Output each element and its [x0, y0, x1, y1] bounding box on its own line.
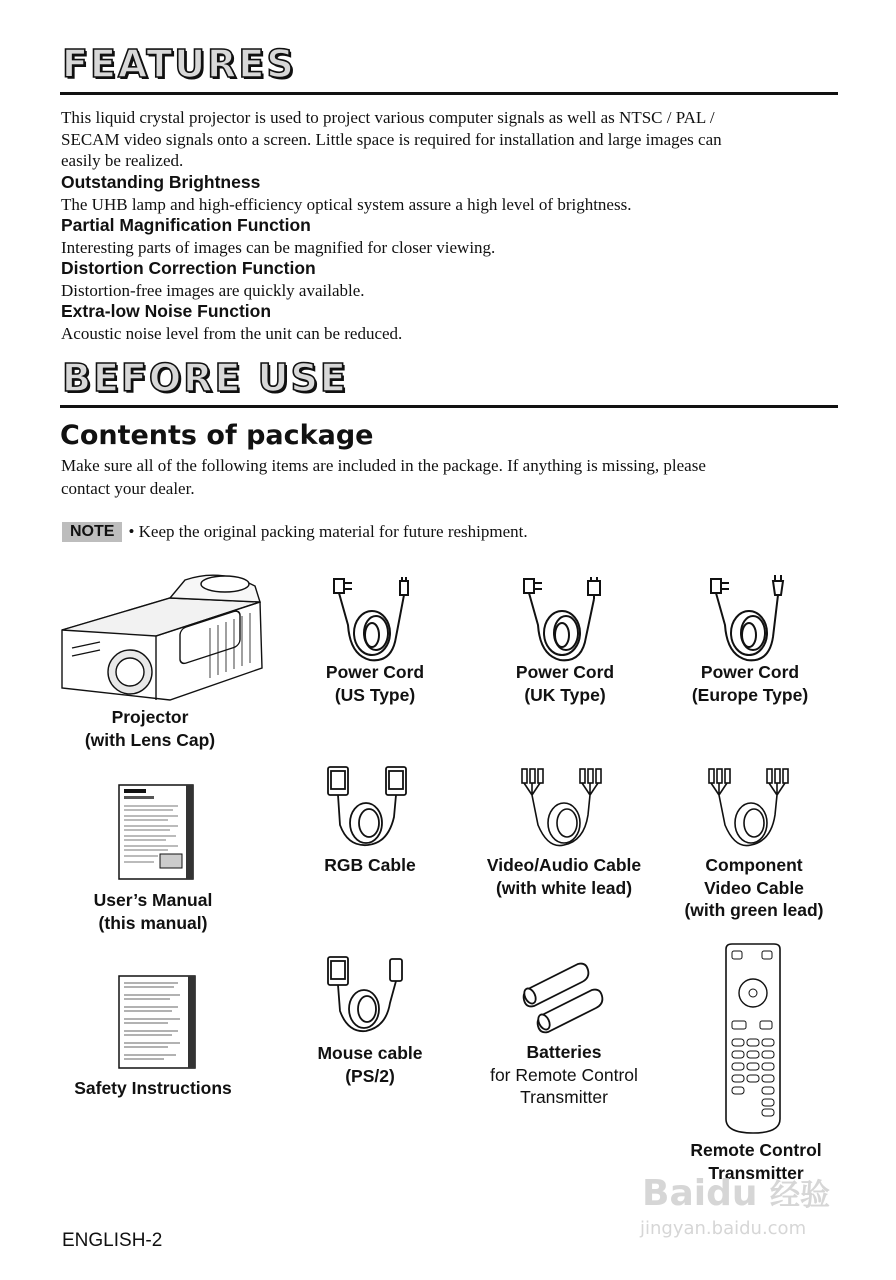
caption-mouse-cable — [290, 1042, 450, 1087]
caption-line: (PS/2) — [345, 1065, 395, 1086]
caption-line: Power Cord — [700, 662, 800, 682]
power-cord-us-icon — [330, 575, 415, 665]
caption-line: Batteries — [526, 1042, 602, 1062]
before-use-heading: BEFORE USE — [62, 356, 348, 400]
caption-line: for Remote Control — [490, 1064, 638, 1085]
caption-line: (with Lens Cap) — [84, 729, 216, 750]
mouse-cable-icon — [320, 955, 410, 1035]
caption-video-audio-cable — [468, 854, 660, 899]
intro-line: contact your dealer. — [61, 479, 195, 498]
caption-projector — [50, 706, 250, 751]
features-list — [61, 172, 631, 344]
power-cord-uk-icon — [520, 575, 605, 665]
caption-line: (US Type) — [334, 684, 416, 705]
feature-text: Interesting parts of images can be magnified for closer viewing. — [61, 237, 496, 257]
caption-line: Component — [705, 855, 803, 875]
caption-line: (with green lead) — [684, 900, 824, 920]
feature-title: Extra-low Noise Function — [61, 301, 272, 321]
remote-icon — [722, 943, 784, 1135]
component-cable-icon — [707, 765, 792, 850]
caption-batteries — [470, 1041, 658, 1109]
caption-power-cord-eu — [665, 661, 835, 706]
booklet-icon — [118, 975, 196, 1069]
caption-users-manual — [60, 889, 246, 934]
caption-line: (Europe Type) — [691, 684, 809, 705]
note — [62, 521, 528, 543]
features-heading: FEATURES — [62, 42, 296, 86]
caption-line: Video Cable — [704, 877, 804, 898]
caption-line: Power Cord — [325, 662, 425, 682]
watermark-brand2: du — [706, 1173, 758, 1214]
caption-line: (with white lead) — [495, 877, 633, 898]
watermark-url: jingyan.baidu.com — [640, 1218, 807, 1239]
caption-power-cord-us — [290, 661, 460, 706]
feature-title: Partial Magnification Function — [61, 215, 311, 235]
page-number: ENGLISH-2 — [62, 1230, 163, 1251]
feature-title: Outstanding Brightness — [61, 172, 261, 192]
contents-subheading: Contents of package — [60, 420, 374, 451]
batteries-icon — [522, 958, 604, 1036]
note-badge: NOTE — [62, 522, 122, 542]
caption-line: Transmitter — [520, 1087, 608, 1107]
watermark-brand: Bai — [642, 1173, 707, 1214]
caption-line: Transmitter — [708, 1162, 804, 1183]
watermark-logo — [642, 1170, 830, 1214]
caption-component-cable — [668, 854, 840, 922]
features-intro — [61, 107, 722, 172]
caption-line: Safety Instructions — [74, 1078, 232, 1098]
intro-line: SECAM video signals onto a screen. Little space is required for installation and large images can — [61, 129, 722, 149]
caption-rgb-cable — [290, 854, 450, 877]
feature-title: Distortion Correction Function — [61, 258, 316, 278]
note-text: • Keep the original packing material for future reshipment. — [128, 522, 528, 541]
feature-text: The UHB lamp and high-efficiency optical system assure a high level of brightness. — [61, 194, 632, 214]
intro-line: easily be realized. — [61, 151, 184, 170]
intro-line: Make sure all of the following items are included in the package. If anything is missing, please — [61, 456, 706, 475]
rgb-cable-icon — [318, 765, 418, 850]
contents-intro — [61, 454, 706, 500]
feature-text: Acoustic noise level from the unit can be reduced. — [61, 323, 403, 343]
projector-icon — [60, 568, 265, 703]
feature-text: Distortion-free images are quickly available. — [61, 280, 365, 300]
caption-safety-instructions — [52, 1077, 254, 1100]
caption-line: (this manual) — [98, 912, 208, 933]
caption-line: Power Cord — [515, 662, 615, 682]
caption-line: RGB Cable — [324, 855, 416, 875]
before-use-rule — [60, 405, 838, 408]
caption-line: Remote Control — [690, 1140, 822, 1160]
caption-line: Mouse cable — [317, 1043, 423, 1063]
power-cord-eu-icon — [707, 575, 792, 665]
features-rule — [60, 92, 838, 95]
av-cable-icon — [520, 765, 605, 850]
caption-line: (UK Type) — [524, 684, 606, 705]
manual-icon — [118, 784, 194, 880]
caption-line: Video/Audio Cable — [486, 855, 642, 875]
caption-line: User’s Manual — [93, 890, 213, 910]
caption-line: Projector — [111, 707, 189, 727]
intro-line: This liquid crystal projector is used to project various computer signals as well as NTSC / PAL / — [61, 108, 715, 127]
caption-power-cord-uk — [480, 661, 650, 706]
watermark-cn: 经验 — [770, 1178, 831, 1213]
